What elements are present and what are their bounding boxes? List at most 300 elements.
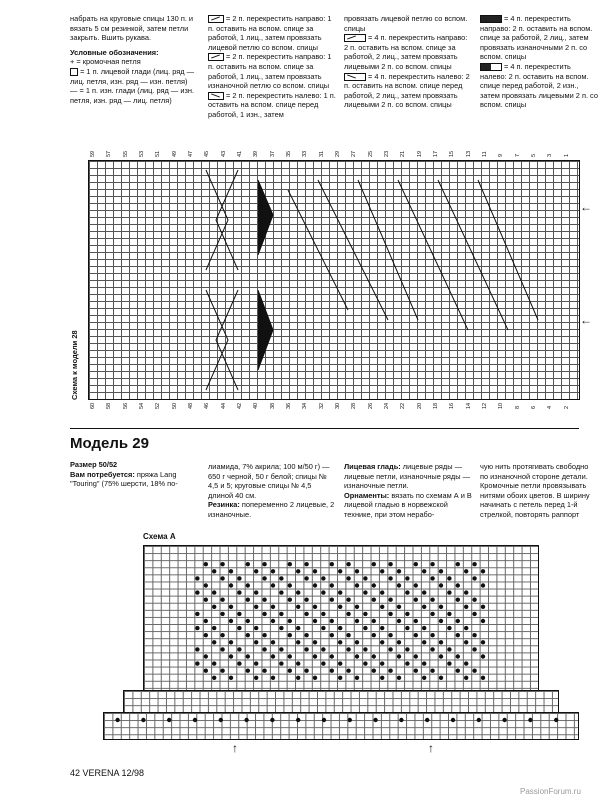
- model-col-2: [208, 462, 336, 520]
- stitch-dot: [447, 576, 451, 580]
- stitch-dot: [425, 718, 429, 722]
- column-number: 5: [531, 153, 537, 157]
- stitch-dot: [464, 661, 468, 665]
- stitch-dot: [380, 569, 384, 573]
- cable-line: [216, 290, 238, 390]
- stitch-dot: [237, 576, 241, 580]
- column-number: 19: [416, 150, 423, 157]
- stitch-dot: [456, 583, 460, 587]
- stitch-dot: [254, 640, 258, 644]
- footer-watermark: PassionForum.ru: [520, 787, 581, 796]
- stitch-dot: [219, 718, 223, 722]
- stitch-dot: [405, 647, 409, 651]
- stitch-dot: [229, 605, 233, 609]
- stitch-dot: [430, 598, 434, 602]
- stitch-dot: [399, 718, 403, 722]
- column-number: 13: [465, 150, 472, 157]
- column-number: 2: [563, 405, 570, 409]
- stitch-dot: [195, 612, 199, 616]
- legend-knit: = 1 п. лицевой глади (лиц. ряд — лиц. петля, изн. ряд — изн. петля): [70, 66, 195, 86]
- stitch-dot: [422, 661, 426, 665]
- stitch-dot: [346, 647, 350, 651]
- stitch-dot: [447, 612, 451, 616]
- stitch-dot: [439, 640, 443, 644]
- cross-4-left-icon: [344, 73, 366, 81]
- column-number: 6: [531, 405, 537, 409]
- stitch-dot: [321, 647, 325, 651]
- legend-cross4-right: = 4 п. перекрестить направо: 2 п. оставить на вспом. спице за работой, 2 лиц., затем провязать лицевыми 2 п. со вспом. спицы: [344, 33, 468, 71]
- stitch-dot: [204, 619, 208, 623]
- stitch-dot: [220, 633, 224, 637]
- stitch-dot: [246, 562, 250, 566]
- stitch-dot: [271, 619, 275, 623]
- stitch-dot: [355, 605, 359, 609]
- stitch-dot: [472, 669, 476, 673]
- stitch-dot: [372, 583, 376, 587]
- column-number: 51: [155, 150, 162, 157]
- stitch-dot: [279, 576, 283, 580]
- stitch-dot: [397, 605, 401, 609]
- stitch-dot: [141, 718, 145, 722]
- stitch-dot: [481, 619, 485, 623]
- column-number: 58: [106, 402, 113, 409]
- stitch-dot: [430, 647, 434, 651]
- stitch-dot: [338, 640, 342, 644]
- stitch-dot: [330, 598, 334, 602]
- stitch-dot: [271, 654, 275, 658]
- stitch-dot: [330, 669, 334, 673]
- stitch-dot: [397, 583, 401, 587]
- stitch-dot: [355, 569, 359, 573]
- column-number: 45: [204, 150, 211, 157]
- stitch-dot: [271, 569, 275, 573]
- column-3: [344, 14, 472, 110]
- stitch-dot: [405, 612, 409, 616]
- model-materials-cont: лиамида, 7% акрила; 100 м/50 г) — 650 г черной, 50 г белой; спицы № 4,5 и 5; круговые спицы № 4,5 длиной 40 см.: [208, 462, 330, 500]
- stitch-dot: [397, 619, 401, 623]
- stitch-dot: [195, 661, 199, 665]
- stitch-dot: [229, 676, 233, 680]
- stitch-dot: [279, 590, 283, 594]
- stitch-dot: [296, 605, 300, 609]
- cable-line: [206, 170, 228, 270]
- cross-2-left-icon: [208, 92, 224, 100]
- stitch-dot: [477, 718, 481, 722]
- stitch-dot: [212, 590, 216, 594]
- stitch-dot: [304, 669, 308, 673]
- stitch-dot: [296, 676, 300, 680]
- model-ornaments: Орнаменты: вязать по схемам А и В лицевой гладью в норвежской технике, при этом нерабо-: [344, 490, 472, 519]
- stitch-dot: [313, 569, 317, 573]
- stitch-dot: [405, 576, 409, 580]
- column-number: 39: [253, 150, 260, 157]
- stitch-dot: [464, 640, 468, 644]
- column-number: 28: [351, 402, 358, 409]
- stitch-dot: [262, 598, 266, 602]
- row-arrow-2: ←: [580, 313, 592, 327]
- cross-4-left-purl-icon: [480, 63, 502, 71]
- stitch-dot: [338, 590, 342, 594]
- stitch-dot: [372, 598, 376, 602]
- cable-motif: [206, 170, 538, 390]
- column-number: 18: [433, 402, 439, 409]
- stitch-dot: [246, 669, 250, 673]
- stitch-dot: [204, 562, 208, 566]
- stitch-dot: [464, 569, 468, 573]
- legend-edge: + = кромочная петля: [70, 57, 141, 67]
- column-number: 57: [106, 150, 113, 157]
- stitch-dot: [262, 669, 266, 673]
- stitch-dot: [271, 583, 275, 587]
- column-number: 53: [139, 150, 145, 157]
- legend-cross4-left: = 4 п. перекрестить налево: 2 п. оставить на вспом. спице перед работой, 2 лиц., затем провязать лицевыми 2 п. со вспом. спицы: [344, 71, 470, 110]
- column-number: 50: [171, 402, 178, 409]
- column-number: 25: [367, 150, 374, 157]
- stitch-dot: [363, 661, 367, 665]
- stitch-dot: [447, 661, 451, 665]
- legend-cont: провязать лицевой петлю со вспом. спицы: [344, 14, 468, 33]
- column-number: 11: [482, 151, 488, 157]
- cross-2-right-icon: [208, 15, 224, 23]
- stitch-dot: [388, 576, 392, 580]
- stitch-dot: [464, 590, 468, 594]
- stitch-dot: [313, 619, 317, 623]
- model-title: Модель 29: [70, 435, 149, 452]
- stitch-dot: [405, 590, 409, 594]
- stitch-dot: [288, 654, 292, 658]
- stitch-dot: [372, 669, 376, 673]
- stitch-dot: [270, 718, 274, 722]
- stitch-dot: [397, 676, 401, 680]
- chart-2-dots: [103, 545, 577, 745]
- stitch-dot: [246, 654, 250, 658]
- stitch-dot: [254, 626, 258, 630]
- column-4: [480, 14, 598, 110]
- stitch-dot: [322, 718, 326, 722]
- model-ornaments-cont: чую нить протягивать свободно по изнаночной стороне детали. Кромочные петли провязывать нитями обоих цветов. В ширину начинать с петель перед 1-й стрелкой, повторять раппорт: [480, 462, 590, 519]
- stitch-dot: [296, 590, 300, 594]
- stitch-dot: [430, 633, 434, 637]
- stitch-dot: [204, 669, 208, 673]
- stitch-dot: [373, 718, 377, 722]
- stitch-dot: [254, 661, 258, 665]
- stitch-dot: [447, 626, 451, 630]
- stitch-dot: [330, 654, 334, 658]
- stitch-dot: [422, 590, 426, 594]
- square-icon: [70, 68, 78, 76]
- stitch-dot: [204, 654, 208, 658]
- stitch-dot: [372, 633, 376, 637]
- stitch-dot: [237, 612, 241, 616]
- stitch-dot: [472, 598, 476, 602]
- stitch-dot: [414, 633, 418, 637]
- column-number: 1: [563, 153, 570, 157]
- stitch-dot: [229, 583, 233, 587]
- stitch-dot: [338, 676, 342, 680]
- repeat-arrow-left: ↑: [232, 741, 238, 755]
- stitch-dot: [397, 654, 401, 658]
- stitch-dot: [481, 676, 485, 680]
- stitch-dot: [313, 583, 317, 587]
- stitch-dot: [321, 661, 325, 665]
- stitch-dot: [271, 676, 275, 680]
- stitch-dot: [422, 605, 426, 609]
- stitch-dot: [380, 590, 384, 594]
- column-number: 4: [547, 405, 554, 409]
- stitch-dot: [304, 598, 308, 602]
- stitch-dot: [279, 612, 283, 616]
- stitch-dot: [481, 640, 485, 644]
- model-stockinette: Лицевая гладь: лицевые ряды — лицевые петли, изнаночные ряды — изнаночные петли.: [344, 462, 470, 491]
- column-number: 32: [318, 402, 325, 409]
- column-number: 3: [547, 153, 554, 157]
- stitch-dot: [430, 576, 434, 580]
- column-number: 34: [302, 402, 309, 409]
- column-number: 14: [465, 402, 472, 409]
- stitch-dot: [414, 654, 418, 658]
- stitch-dot: [212, 676, 216, 680]
- stitch-dot: [262, 612, 266, 616]
- stitch-dot: [330, 619, 334, 623]
- stitch-dot: [472, 647, 476, 651]
- stitch-dot: [220, 612, 224, 616]
- stitch-dot: [346, 633, 350, 637]
- column-number: 20: [416, 402, 423, 409]
- cable-line: [216, 170, 238, 270]
- stitch-dot: [288, 619, 292, 623]
- intro-text: набрать на круговые спицы 130 п. и вязать 5 см резинкой, затем петли закрыть. Вшить рукава.: [70, 14, 194, 43]
- stitch-dot: [422, 569, 426, 573]
- stitch-dot: [288, 562, 292, 566]
- column-number: 23: [384, 150, 390, 157]
- stitch-dot: [338, 661, 342, 665]
- column-number: 49: [171, 150, 178, 157]
- stitch-dot: [414, 598, 418, 602]
- stitch-dot: [313, 654, 317, 658]
- stitch-dot: [279, 647, 283, 651]
- column-number: 24: [384, 402, 390, 409]
- stitch-dot: [330, 583, 334, 587]
- cross-4-right-icon: [344, 34, 366, 42]
- stitch-dot: [363, 612, 367, 616]
- column-number: 52: [155, 402, 162, 409]
- column-number: 40: [253, 402, 260, 409]
- stitch-dot: [271, 640, 275, 644]
- stitch-dot: [167, 718, 171, 722]
- stitch-dot: [338, 626, 342, 630]
- stitch-dot: [321, 612, 325, 616]
- stitch-dot: [321, 590, 325, 594]
- stitch-dot: [262, 633, 266, 637]
- stitch-dot: [195, 647, 199, 651]
- stitch-dot: [430, 669, 434, 673]
- stitch-dot: [430, 562, 434, 566]
- column-number: 37: [269, 150, 276, 157]
- stitch-dot: [338, 605, 342, 609]
- model-materials: Вам потребуется: пряжа Lang "Touring" (75% шерсти, 18% по-: [70, 469, 178, 489]
- row-arrow-1: ←: [580, 200, 592, 214]
- chart-1-symbols: [88, 160, 578, 398]
- legend-title: Условные обозначения:: [70, 47, 159, 57]
- chart-1-bottom-numbers: [88, 400, 578, 412]
- stitch-dot: [397, 569, 401, 573]
- stitch-dot: [296, 640, 300, 644]
- stitch-dot: [346, 562, 350, 566]
- stitch-dot: [472, 562, 476, 566]
- stitch-dot: [447, 647, 451, 651]
- stitch-dot: [451, 718, 455, 722]
- column-number: 38: [269, 402, 276, 409]
- stitch-dot: [330, 633, 334, 637]
- stitch-dot: [288, 598, 292, 602]
- stitch-dot: [363, 626, 367, 630]
- stitch-dot: [304, 562, 308, 566]
- stitch-dot: [472, 612, 476, 616]
- column-number: 46: [204, 402, 211, 409]
- stitch-dot: [464, 605, 468, 609]
- stitch-dot: [528, 718, 532, 722]
- legend-cross4-left-purl: = 4 п. перекрестить налево: 2 п. оставить на вспом. спице перед работой, 2 изн., затем провязать лицевыми 2 п. со вспом. спицы: [480, 61, 598, 110]
- stitch-dot: [237, 626, 241, 630]
- legend-cross-right-2: = 2 п. перекрестить направо: 1 п. оставить на вспом. спице за работой, 1 лиц., затем провязать изнаночной петлю со вспом. спицы: [208, 52, 332, 91]
- stitch-dot: [313, 640, 317, 644]
- stitch-dot: [220, 576, 224, 580]
- stitch-dot: [439, 676, 443, 680]
- stitch-dot: [481, 654, 485, 658]
- column-1: [70, 14, 198, 105]
- legend-purl: — = 1 п. изн. глади (лиц. ряд — изн. петля, изн. ряд — лиц. петля): [70, 86, 194, 105]
- stitch-dot: [472, 576, 476, 580]
- stitch-dot: [380, 640, 384, 644]
- column-number: 12: [482, 402, 488, 409]
- column-number: 35: [286, 150, 292, 157]
- model-col-4: [480, 462, 598, 520]
- stitch-dot: [229, 569, 233, 573]
- stitch-dot: [355, 654, 359, 658]
- stitch-dot: [430, 612, 434, 616]
- column-number: 29: [335, 150, 341, 157]
- column-number: 43: [220, 150, 227, 157]
- stitch-dot: [212, 626, 216, 630]
- stitch-dot: [321, 576, 325, 580]
- stitch-dot: [193, 718, 197, 722]
- stitch-dot: [304, 633, 308, 637]
- stitch-dot: [220, 647, 224, 651]
- stitch-dot: [346, 612, 350, 616]
- stitch-dot: [313, 676, 317, 680]
- stitch-dot: [481, 569, 485, 573]
- stitch-dot: [195, 590, 199, 594]
- stitch-dot: [439, 654, 443, 658]
- stitch-dot: [348, 718, 352, 722]
- stitch-dot: [204, 598, 208, 602]
- stitch-dot: [279, 661, 283, 665]
- section-divider: [70, 428, 579, 429]
- column-number: 7: [514, 153, 521, 157]
- stitch-dot: [414, 583, 418, 587]
- stitch-dot: [237, 647, 241, 651]
- stitch-dot: [212, 640, 216, 644]
- stitch-dot: [304, 612, 308, 616]
- stitch-dot: [229, 654, 233, 658]
- column-2: [208, 14, 336, 120]
- stitch-dot: [439, 583, 443, 587]
- cross-4-right-purl-icon: [480, 15, 502, 23]
- stitch-dot: [338, 569, 342, 573]
- stitch-dot: [220, 669, 224, 673]
- column-number: 21: [400, 150, 407, 157]
- stitch-dot: [244, 718, 248, 722]
- stitch-dot: [481, 605, 485, 609]
- stitch-dot: [388, 647, 392, 651]
- stitch-dot: [414, 669, 418, 673]
- chart-1-top-numbers: [88, 148, 578, 158]
- column-number: 44: [220, 402, 227, 409]
- stitch-dot: [246, 598, 250, 602]
- stitch-dot: [388, 669, 392, 673]
- stitch-dot: [380, 676, 384, 680]
- column-number: 47: [188, 150, 194, 157]
- stitch-dot: [115, 718, 119, 722]
- stitch-dot: [422, 626, 426, 630]
- cable-fill: [258, 180, 273, 255]
- column-number: 27: [351, 150, 358, 157]
- stitch-dot: [405, 626, 409, 630]
- stitch-dot: [388, 612, 392, 616]
- stitch-dot: [439, 619, 443, 623]
- model-size: Размер 50/52: [70, 460, 118, 469]
- stitch-dot: [472, 633, 476, 637]
- stitch-dot: [246, 619, 250, 623]
- stitch-dot: [254, 590, 258, 594]
- stitch-dot: [456, 669, 460, 673]
- column-number: 30: [335, 402, 341, 409]
- stitch-dot: [296, 661, 300, 665]
- repeat-arrow-right: ↑: [428, 741, 434, 755]
- stitch-dot: [304, 647, 308, 651]
- stitch-dot: [246, 583, 250, 587]
- stitch-dot: [439, 605, 443, 609]
- stitch-dot: [288, 583, 292, 587]
- stitch-dot: [212, 605, 216, 609]
- stitch-dot: [414, 619, 418, 623]
- model-col-3: [344, 462, 472, 520]
- stitch-dot: [296, 569, 300, 573]
- column-number: 10: [498, 402, 505, 409]
- column-number: 56: [122, 402, 129, 409]
- stitch-dot: [414, 562, 418, 566]
- column-number: 22: [400, 402, 407, 409]
- stitch-dot: [220, 598, 224, 602]
- stitch-dot: [262, 576, 266, 580]
- stitch-dot: [296, 718, 300, 722]
- stitch-dot: [288, 633, 292, 637]
- stitch-dot: [279, 626, 283, 630]
- stitch-dot: [346, 669, 350, 673]
- footer-page: 42 VERENA 12/98: [70, 768, 145, 778]
- chart-1-side-label: Схема к модели 28: [70, 330, 79, 400]
- stitch-dot: [304, 576, 308, 580]
- stitch-dot: [212, 569, 216, 573]
- stitch-dot: [288, 669, 292, 673]
- stitch-dot: [363, 647, 367, 651]
- stitch-dot: [254, 569, 258, 573]
- column-number: 9: [498, 153, 505, 157]
- column-number: 48: [188, 402, 194, 409]
- stitch-dot: [464, 626, 468, 630]
- stitch-dot: [456, 598, 460, 602]
- stitch-dot: [237, 661, 241, 665]
